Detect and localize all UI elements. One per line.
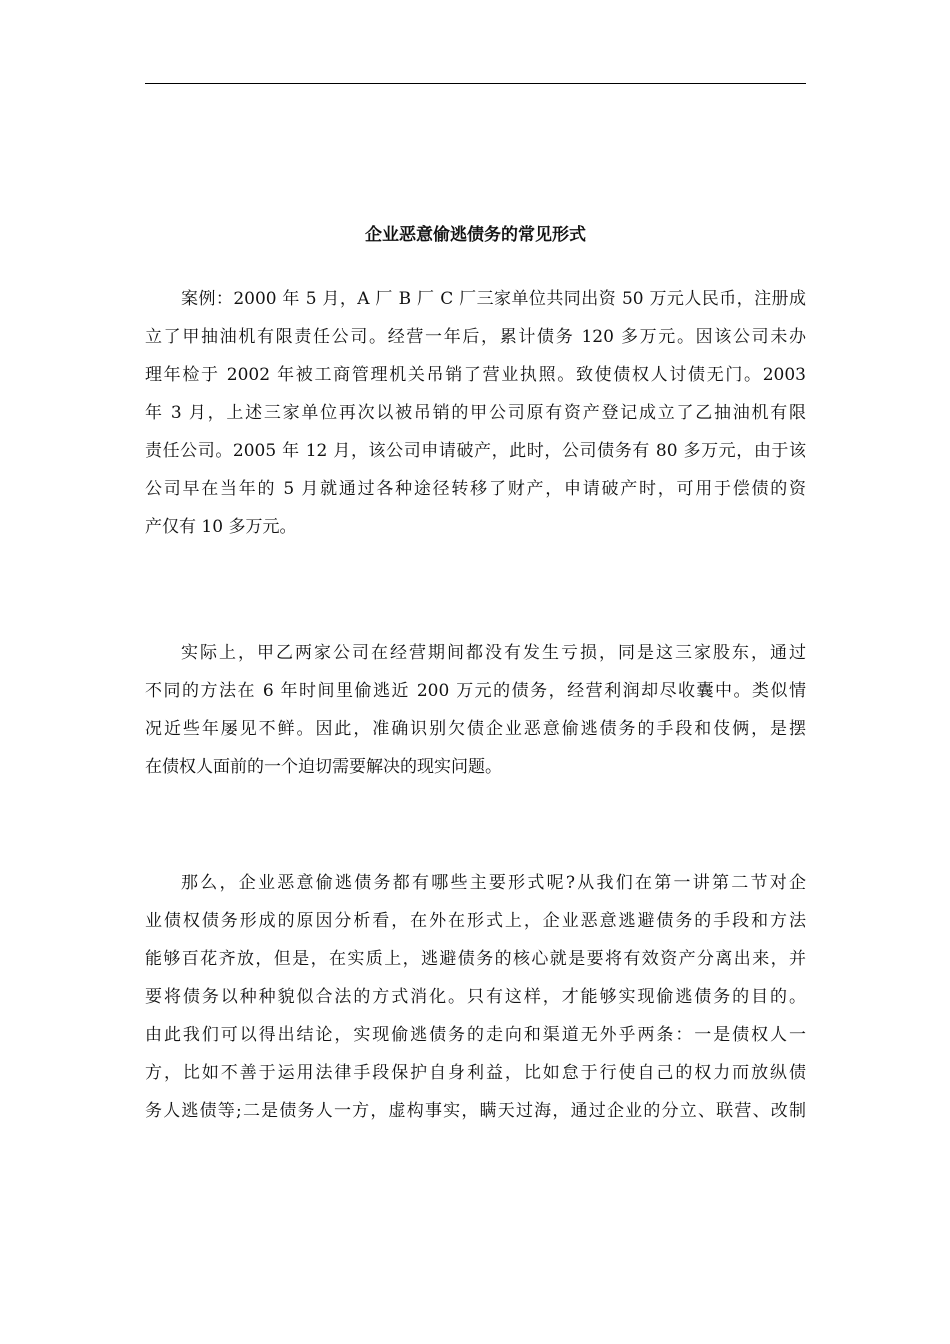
paragraph-analysis [145, 634, 806, 786]
text-line: 实际上，甲乙两家公司在经营期间都没有发生亏损，同是这三家股东，通过 [181, 643, 806, 663]
text-line: 理年检于 2002 年被工商管理机关吊销了营业执照。致使债权人讨债无门。2003 [145, 365, 806, 385]
text-line: 方，比如不善于运用法律手段保护自身利益，比如怠于行使自己的权力而放纵债 [145, 1063, 806, 1083]
text-line: 年 3 月，上述三家单位再次以被吊销的甲公司原有资产登记成立了乙抽油机有限 [145, 403, 806, 423]
text-line: 在债权人面前的一个迫切需要解决的现实问题。 [145, 757, 502, 777]
text-line: 公司早在当年的 5 月就通过各种途径转移了财产，申请破产时，可用于偿债的资 [145, 479, 806, 499]
text-line: 由此我们可以得出结论，实现偷逃债务的走向和渠道无外乎两条：一是债权人一 [145, 1025, 806, 1045]
document-title: 企业恶意偷逃债务的常见形式 [365, 225, 586, 245]
text-line: 产仅有 10 多万元。 [145, 517, 297, 537]
text-line: 那么，企业恶意偷逃债务都有哪些主要形式呢?从我们在第一讲第二节对企 [181, 873, 806, 893]
text-line: 要将债务以种种貌似合法的方式消化。只有这样，才能够实现偷逃债务的目的。 [145, 987, 806, 1007]
text-line: 不同的方法在 6 年时间里偷逃近 200 万元的债务，经营利润却尽收囊中。类似情 [145, 681, 806, 701]
text-line: 业债权债务形成的原因分析看，在外在形式上，企业恶意逃避债务的手段和方法 [145, 911, 806, 931]
text-line: 能够百花齐放，但是，在实质上，逃避债务的核心就是要将有效资产分离出来，并 [145, 949, 806, 969]
header-rule [145, 83, 806, 84]
text-line: 况近些年屡见不鲜。因此，准确识别欠债企业恶意偷逃债务的手段和伎俩，是摆 [145, 719, 806, 739]
paragraph-case [145, 280, 806, 546]
text-line: 案例：2000 年 5 月，A 厂 B 厂 C 厂三家单位共同出资 50 万元人民币，注册成 [181, 289, 806, 309]
paragraph-forms [145, 864, 806, 1130]
text-line: 务人逃债等;二是债务人一方，虚构事实，瞒天过海，通过企业的分立、联营、改制 [145, 1101, 806, 1121]
text-line: 立了甲抽油机有限责任公司。经营一年后，累计债务 120 多万元。因该公司未办 [145, 327, 806, 347]
text-line: 责任公司。2005 年 12 月，该公司申请破产，此时，公司债务有 80 多万元，由于该 [145, 441, 806, 461]
